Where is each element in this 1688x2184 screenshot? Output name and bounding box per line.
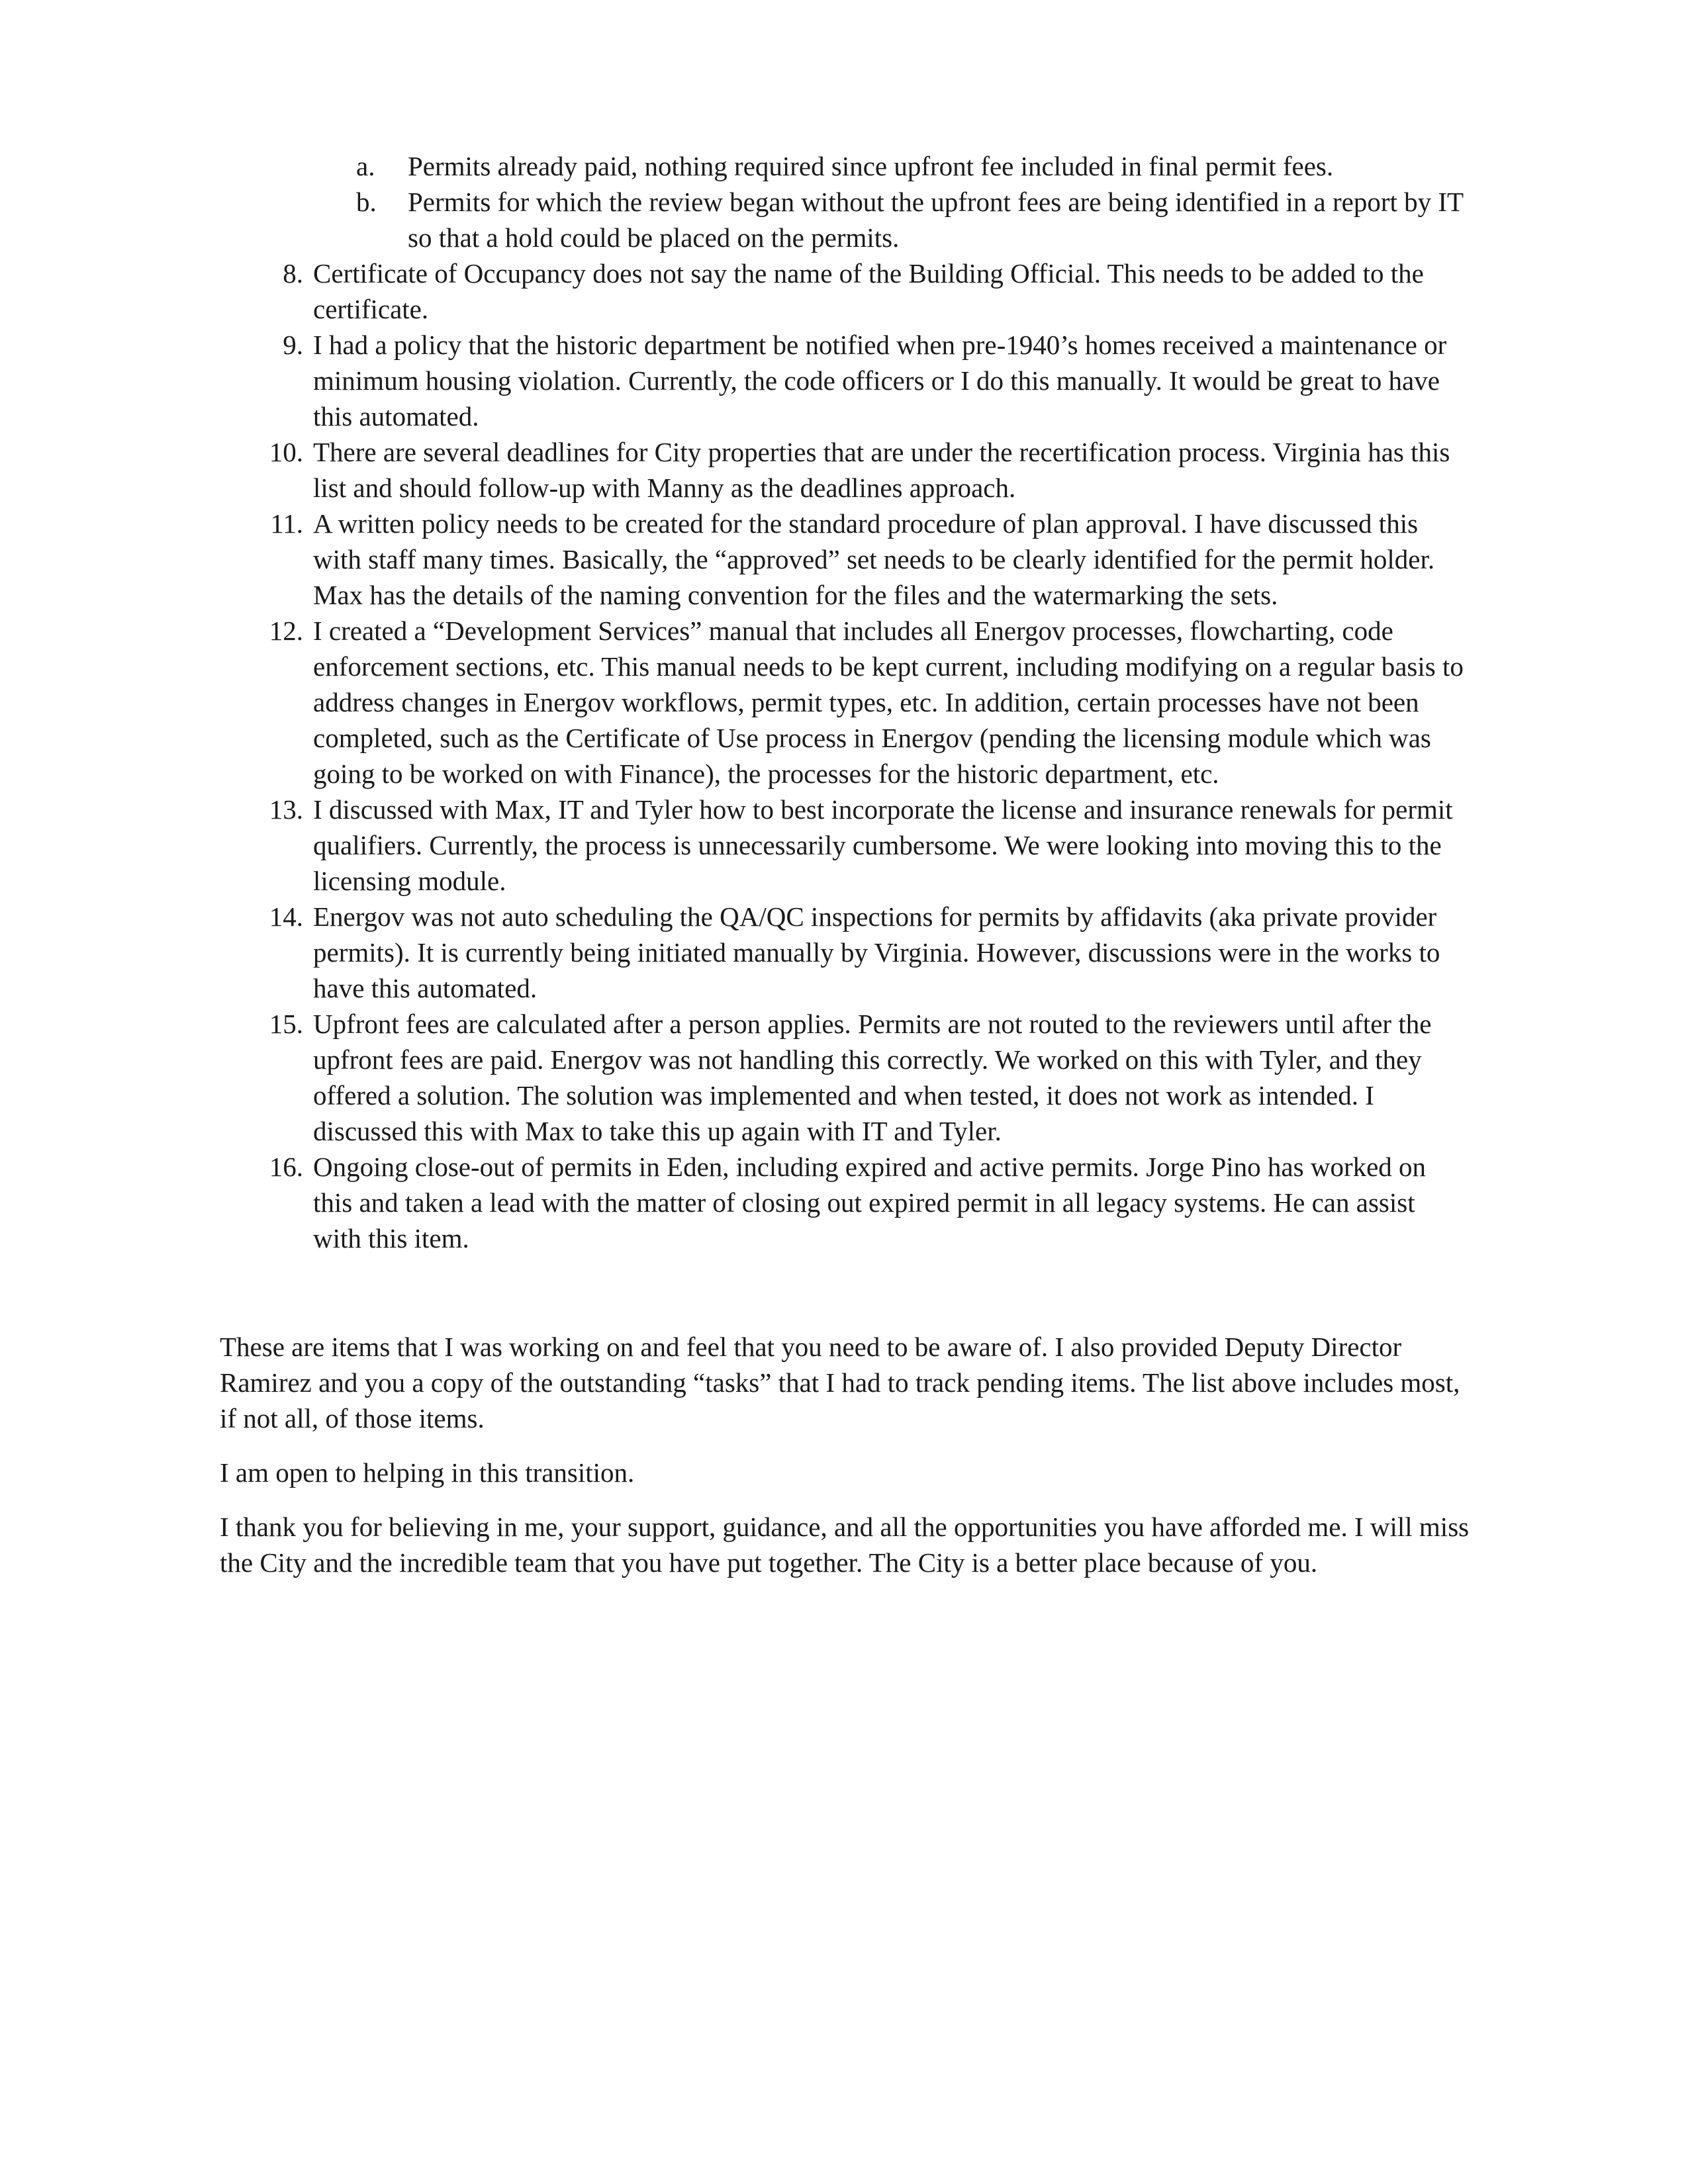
closing-section bbox=[220, 1329, 1477, 1599]
list-item bbox=[263, 1006, 1468, 1149]
list-item bbox=[263, 327, 1468, 434]
item-text: I had a policy that the historic department be notified when pre-1940’s homes received a maintenance or minimum housing violation. Currently, the code officers or I do this manually. It would be great to have this automated. bbox=[313, 330, 1447, 432]
list-item bbox=[263, 506, 1468, 613]
item-text: I created a “Development Services” manual that includes all Energov processes, flowcharting, code enforcement sections, etc. This manual needs to be kept current, including modifying on a regular basis to address changes in Energov workflows, permit types, etc. In addition, certain processes have not been completed, such as the Certificate of Use process in Energov (pending the licensing module which was going to be worked on with Finance), the processes for the historic department, etc. bbox=[313, 615, 1464, 789]
item-marker: b. bbox=[356, 187, 377, 217]
item-marker: 8. bbox=[283, 258, 303, 289]
list-item bbox=[356, 184, 1481, 255]
item-marker: 12. bbox=[269, 615, 303, 646]
item-marker: a. bbox=[356, 151, 375, 181]
item-text: There are several deadlines for City properties that are under the recertification process. Virginia has this list and should follow-up with Manny as the deadlines approach. bbox=[313, 437, 1450, 503]
list-item bbox=[263, 434, 1468, 506]
item-text: Certificate of Occupancy does not say the name of the Building Official. This needs to be added to the certificate. bbox=[313, 258, 1424, 324]
item-text: Ongoing close-out of permits in Eden, including expired and active permits. Jorge Pino has worked on this and taken a lead with the matter of closing out expired permit in all legacy systems. He can assist with this item. bbox=[313, 1152, 1427, 1253]
item-marker: 13. bbox=[269, 794, 303, 825]
item-marker: 11. bbox=[270, 508, 303, 539]
item-marker: 14. bbox=[269, 901, 303, 932]
item-marker: 9. bbox=[283, 330, 303, 360]
list-item bbox=[263, 1149, 1468, 1256]
list-item bbox=[263, 899, 1468, 1006]
item-text: Permits for which the review began without the upfront fees are being identified in a report by IT so that a hold could be placed on the permits. bbox=[408, 187, 1464, 253]
closing-paragraph: These are items that I was working on and feel that you need to be aware of. I also provided Deputy Director Ramirez and you a copy of the outstanding “tasks” that I had to track pending items. The list above includes most, if not all, of those items. bbox=[220, 1332, 1460, 1433]
item-text: Energov was not auto scheduling the QA/QC inspections for permits by affidavits (aka private provider permits). It is currently being initiated manually by Virginia. However, discussions were in the works to have this automated. bbox=[313, 901, 1440, 1003]
sub-list bbox=[356, 148, 1481, 255]
item-marker: 10. bbox=[269, 437, 303, 467]
item-text: I discussed with Max, IT and Tyler how to best incorporate the license and insurance renewals for permit qualifiers. Currently, the process is unnecessarily cumbersome. We were looking into moving this to the licensing module. bbox=[313, 794, 1453, 896]
list-item bbox=[263, 792, 1468, 899]
list-item bbox=[263, 255, 1468, 327]
closing-paragraph: I thank you for believing in me, your support, guidance, and all the opportunities you have afforded me. I will miss the City and the incredible team that you have put together. The City is a better place because of you. bbox=[220, 1512, 1470, 1578]
item-marker: 16. bbox=[269, 1152, 303, 1182]
list-item bbox=[263, 613, 1468, 792]
item-marker: 15. bbox=[269, 1009, 303, 1039]
item-text: Permits already paid, nothing required since upfront fee included in final permit fees. bbox=[408, 151, 1334, 181]
list-item bbox=[356, 148, 1481, 184]
item-text: A written policy needs to be created for the standard procedure of plan approval. I have discussed this with staff many times. Basically, the “approved” set needs to be clearly identified for the permit holder. Max has the details of the naming convention for the files and the watermarking the sets. bbox=[313, 508, 1435, 610]
item-text: Upfront fees are calculated after a person applies. Permits are not routed to the reviewers until after the upfront fees are paid. Energov was not handling this correctly. We worked on this with Tyler, and they offered a solution. The solution was implemented and when tested, it does not work as intended. I discussed this with Max to take this up again with IT and Tyler. bbox=[313, 1009, 1432, 1146]
closing-paragraph: I am open to helping in this transition. bbox=[220, 1457, 635, 1488]
numbered-list bbox=[263, 255, 1468, 1256]
